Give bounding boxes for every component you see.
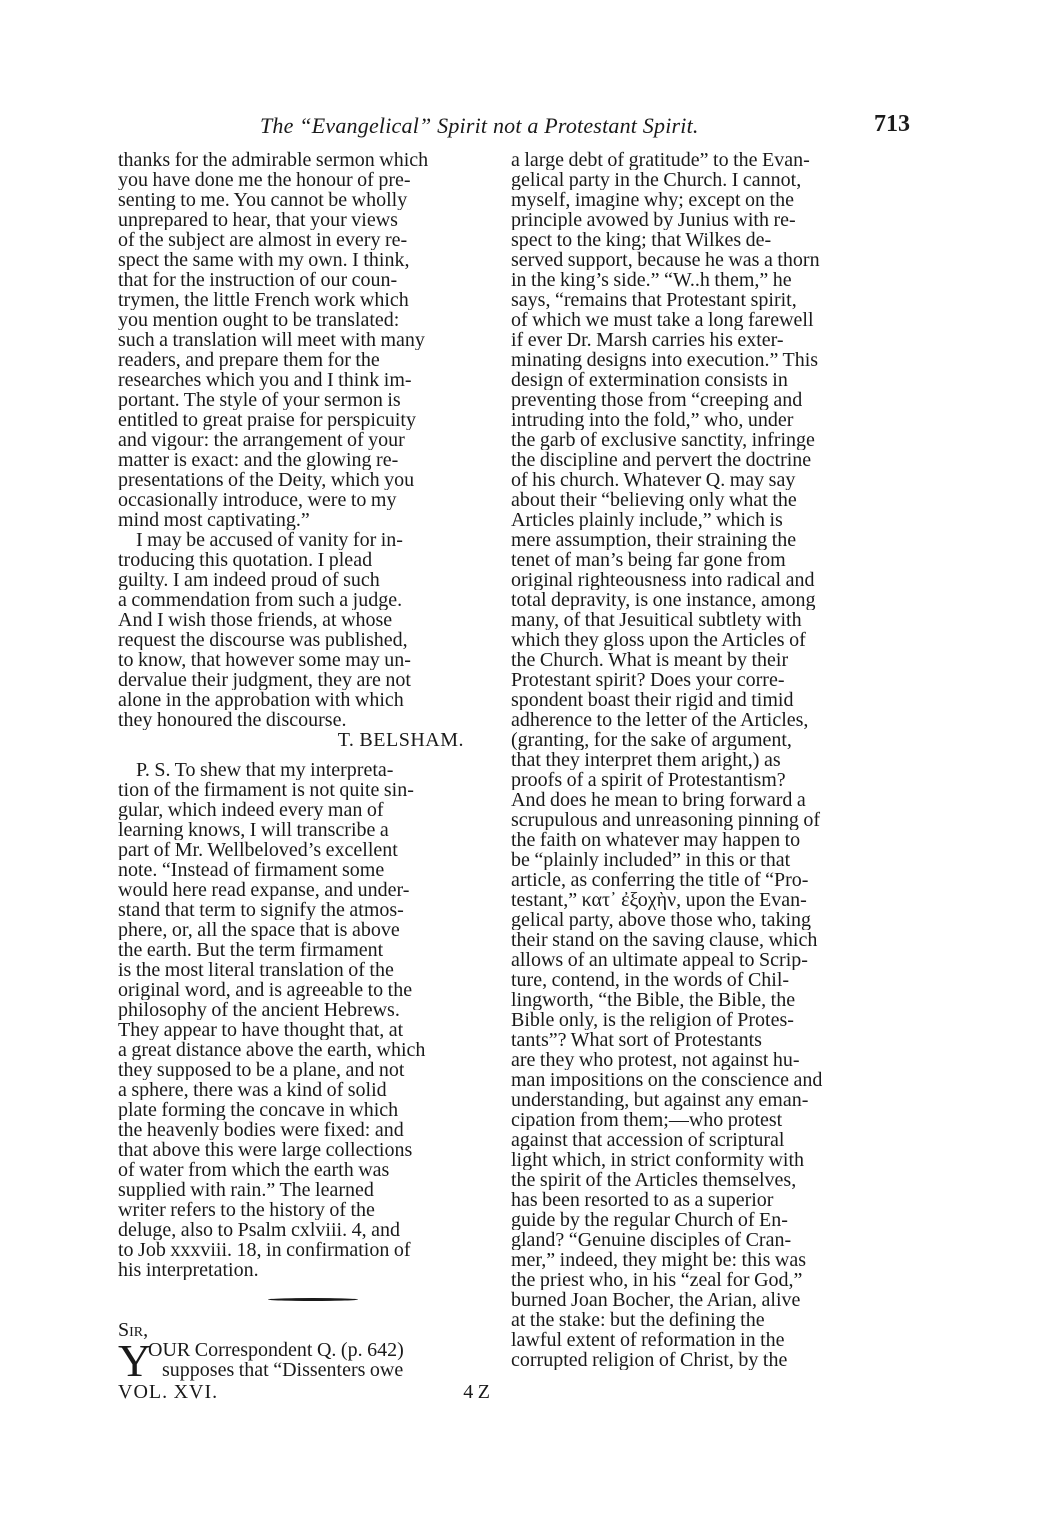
text-line: the heavenly bodies were fixed: and (118, 1120, 404, 1140)
text-line: his interpretation. (118, 1260, 259, 1280)
text-line: philosophy of the ancient Hebrews. (118, 1000, 400, 1020)
text-line: gelical party, above those who, taking (511, 910, 811, 930)
ornament-rule (268, 1298, 358, 1301)
text-line: spect to the king; that Wilkes de- (511, 230, 772, 250)
text-line: entitled to great praise for perspicuity (118, 410, 416, 430)
page-footer (118, 1382, 492, 1404)
left-column-text-a (118, 150, 492, 730)
text-line: learning knows, I will transcribe a (118, 820, 389, 840)
text-line: you have done me the honour of pre- (118, 170, 411, 190)
text-line: researches which you and I think im- (118, 370, 412, 390)
text-line: allows of an ultimate appeal to Scrip- (511, 950, 808, 970)
running-title: The “Evangelical” Spirit not a Protestant Spirit. (260, 113, 699, 138)
text-line: design of extermination consists in (511, 370, 788, 390)
text-line: writer refers to the history of the (118, 1200, 375, 1220)
text-line: the spirit of the Articles themselves, (511, 1170, 797, 1190)
text-line: burned Joan Bocher, the Arian, alive (511, 1290, 801, 1310)
text-line: total depravity, is one instance, among (511, 590, 816, 610)
text-line: thanks for the admirable sermon which (118, 150, 429, 170)
letter-line-2: supposes that “Dissenters owe (162, 1359, 404, 1381)
text-line: they honoured the discourse. (118, 710, 347, 730)
text-line: phere, or, all the space that is above (118, 920, 400, 940)
text-line: which they gloss upon the Articles of (511, 630, 806, 650)
text-line: be “plainly included” in this or that (511, 850, 791, 870)
text-line: about their “believing only what the (511, 490, 797, 510)
volume-label: VOL. XVI. (118, 1381, 219, 1403)
text-line: scrupulous and unreasoning pinning of (511, 810, 821, 830)
text-line: light which, in strict conformity with (511, 1150, 805, 1170)
text-line: you mention ought to be translated: (118, 310, 400, 330)
text-line: to know, that however some may un- (118, 650, 411, 670)
text-line: their stand on the saving clause, which (511, 930, 818, 950)
text-line: tants”? What sort of Protestants (511, 1030, 762, 1050)
text-line: testant,” κατ᾽ ἐξοχὴν, upon the Evan- (511, 890, 807, 910)
text-line: myself, imagine why; except on the (511, 190, 794, 210)
text-line: gelical party in the Church. I cannot, (511, 170, 802, 190)
text-line: minating designs into execution.” This (511, 350, 819, 370)
text-line: readers, and prepare them for the (118, 350, 380, 370)
text-line: a great distance above the earth, which (118, 1040, 426, 1060)
letter-opening (118, 1335, 492, 1386)
text-line: lawful extent of reformation in the (511, 1330, 785, 1350)
text-line: of which we must take a long farewell (511, 310, 814, 330)
text-line: mind most captivating.” (118, 510, 310, 530)
text-line: And does he mean to bring forward a (511, 790, 806, 810)
text-line: adherence to the letter of the Articles, (511, 710, 809, 730)
text-line: Protestant spirit? Does your corre- (511, 670, 785, 690)
text-line: unprepared to hear, that your views (118, 210, 398, 230)
text-line: gular, which indeed every man of (118, 800, 384, 820)
text-line: note. “Instead of firmament some (118, 860, 385, 880)
text-line: the Church. What is meant by their (511, 650, 789, 670)
section-divider (118, 1280, 492, 1320)
letter-line-1: OUR Correspondent Q. (p. 642) (148, 1339, 404, 1361)
text-line: a commendation from such a judge. (118, 590, 403, 610)
text-line: that they interpret them aright,) as (511, 750, 781, 770)
left-column (118, 150, 492, 1404)
text-line: original word, and is agreeable to the (118, 980, 413, 1000)
text-line: (granting, for the sake of argument, (511, 730, 792, 750)
text-line: ture, contend, in the words of Chil- (511, 970, 790, 990)
text-line: has been resorted to as a superior (511, 1190, 774, 1210)
text-line: occasionally introduce, were to my (118, 490, 397, 510)
text-line: tion of the firmament is not quite sin- (118, 780, 414, 800)
text-line: stand that term to signify the atmos- (118, 900, 404, 920)
text-line: mer,” indeed, they might be: this was (511, 1250, 807, 1270)
text-line: the faith on whatever may happen to (511, 830, 801, 850)
text-line: preventing those from “creeping and (511, 390, 803, 410)
text-line: guide by the regular Church of En- (511, 1210, 788, 1230)
text-line: the discipline and pervert the doctrine (511, 450, 812, 470)
text-line: gland? “Genuine disciples of Cran- (511, 1230, 792, 1250)
text-line: dervalue their judgment, they are not (118, 670, 411, 690)
text-line: that above this were large collections (118, 1140, 413, 1160)
text-line: they supposed to be a plane, and not (118, 1060, 405, 1080)
text-line: alone in the approbation with which (118, 690, 404, 710)
text-line: are they who protest, not against hu- (511, 1050, 800, 1070)
text-line: plate forming the concave in which (118, 1100, 399, 1120)
text-line: principle avowed by Junius with re- (511, 210, 796, 230)
text-line: would here read expanse, and under- (118, 880, 410, 900)
signature: T. BELSHAM. (337, 730, 464, 750)
right-column-text (511, 150, 887, 1370)
text-line: at the stake: but the defining the (511, 1310, 765, 1330)
text-line: spondent boast their rigid and timid (511, 690, 794, 710)
text-line: supplied with rain.” The learned (118, 1180, 374, 1200)
text-line: spect the same with my own. I think, (118, 250, 410, 270)
text-line: Articles plainly include,” which is (511, 510, 783, 530)
text-line: corrupted religion of Christ, by the (511, 1350, 788, 1370)
text-line: P. S. To shew that my interpreta- (136, 760, 394, 780)
text-line: trymen, the little French work which (118, 290, 409, 310)
left-column-text-b (118, 760, 492, 1280)
text-line: of his church. Whatever Q. may say (511, 470, 796, 490)
text-line: if ever Dr. Marsh carries his exter- (511, 330, 784, 350)
text-line: senting to me. You cannot be wholly (118, 190, 408, 210)
drop-cap: Y (118, 1335, 152, 1386)
text-line: served support, because he was a thorn (511, 250, 820, 270)
text-line: I may be accused of vanity for in- (136, 530, 403, 550)
signature-mark: 4 Z (463, 1381, 490, 1403)
text-line: understanding, but against any eman- (511, 1090, 809, 1110)
salutation: Sir, (118, 1320, 149, 1340)
text-line: intruding into the fold,” who, under (511, 410, 794, 430)
text-line: tenet of man’s being far gone from (511, 550, 786, 570)
text-line: And I wish those friends, at whose (118, 610, 393, 630)
text-line: a sphere, there was a kind of solid (118, 1080, 387, 1100)
text-line: against that accession of scriptural (511, 1130, 785, 1150)
text-line: lingworth, “the Bible, the Bible, the (511, 990, 796, 1010)
text-line: to Job xxxviii. 18, in confirmation of (118, 1240, 411, 1260)
text-line: is the most literal translation of the (118, 960, 394, 980)
text-line: in the king’s side.” “W..h them,” he (511, 270, 792, 290)
page-number: 713 (874, 111, 910, 137)
text-line: a large debt of gratitude” to the Evan- (511, 150, 810, 170)
text-line: the priest who, in his “zeal for God,” (511, 1270, 803, 1290)
text-line: article, as conferring the title of “Pro- (511, 870, 809, 890)
text-line: They appear to have thought that, at (118, 1020, 404, 1040)
text-line: part of Mr. Wellbeloved’s excellent (118, 840, 398, 860)
page-header (110, 113, 910, 143)
text-line: guilty. I am indeed proud of such (118, 570, 380, 590)
text-line: such a translation will meet with many (118, 330, 425, 350)
right-column (511, 150, 887, 1370)
text-line: many, of that Jesuitical subtlety with (511, 610, 802, 630)
text-line: says, “remains that Protestant spirit, (511, 290, 797, 310)
text-line: proofs of a spirit of Protestantism? (511, 770, 786, 790)
text-line: deluge, also to Psalm cxlviii. 4, and (118, 1220, 400, 1240)
text-line: of the subject are almost in every re- (118, 230, 408, 250)
text-line: of water from which the earth was (118, 1160, 390, 1180)
text-line: cipation from them;—who protest (511, 1110, 783, 1130)
text-line: portant. The style of your sermon is (118, 390, 401, 410)
text-line: matter is exact: and the glowing re- (118, 450, 399, 470)
text-line: presentations of the Deity, which you (118, 470, 415, 490)
text-line: and vigour: the arrangement of your (118, 430, 405, 450)
text-line: the earth. But the term firmament (118, 940, 384, 960)
text-line: man impositions on the conscience and (511, 1070, 823, 1090)
text-line: original righteousness into radical and (511, 570, 815, 590)
text-line: mere assumption, their straining the (511, 530, 797, 550)
text-line: troducing this quotation. I plead (118, 550, 373, 570)
text-line: request the discourse was published, (118, 630, 408, 650)
text-line: Bible only, is the religion of Protes- (511, 1010, 794, 1030)
text-line: the garb of exclusive sanctity, infringe (511, 430, 815, 450)
text-line: that for the instruction of our coun- (118, 270, 398, 290)
